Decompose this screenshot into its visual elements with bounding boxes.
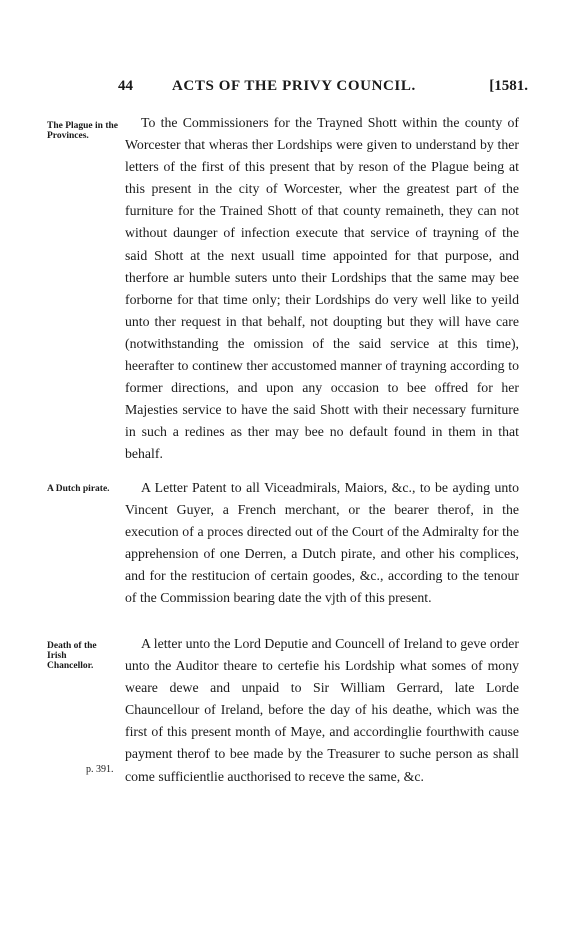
paragraph-plague: To the Commissioners for the Trayned Shott within the county of Worcester that wheras ther Lordships were given to understand by ther letters of the first of this present that by reson of the Plague being at this present in the city of Worcester, wher the greatest part of the furniture for the Trained Shott of that county remaineth, they can not without daunger of infection execute that service of trayning of the said Shott at the next usuall time appointed for that purpose, and therfore ar humble suters unto their Lordships that the same may bee forborne for that time only; their Lordships do very well like to yeild unto ther request in that behalf, not doupting but they will have care (notwithstanding the omission of the said service at this time), heerafter to continew ther accustomed manner of trayning according to former directions, and upon any occasion to bee offred for her Majesties service to have the said Shott with their necessary furniture in such a redines as ther may bee no default found in them in that behalf. (125, 115, 519, 462)
running-title: ACTS OF THE PRIVY COUNCIL. (172, 78, 416, 94)
page-number: 44 (118, 78, 133, 94)
margin-note-plague: The Plague in the Provinces. (47, 121, 118, 141)
header-year: [1581. (489, 78, 528, 94)
paragraph-dutch-pirate: A Letter Patent to all Viceadmirals, Maiors, &c., to be ayding unto Vincent Guyer, a French merchant, or the bearer therof, in the execution of a proces directed out of the Court of the Admiralty for the apprehension of one Derren, a Dutch pirate, and other his complices, and for the restitucion of certain goodes, &c., according to the tenour of the Commission bearing date the vjth of this present. (125, 480, 519, 606)
paragraph-irish-chancellor: A letter unto the Lord Deputie and Councell of Ireland to geve order unto the Auditor theare to certefie his Lordship what somes of mony weare dewe and unpaid to Sir William Gerrard, late Lorde Chauncellour of Ireland, before the day of his deathe, which was the first of this present month of Maye, and accordinglie fourthwith cause payment therof to bee made by the Treasurer to suche person as shall come sufficientlie aucthorised to receve the same, &c. (125, 636, 519, 784)
page-reference: p. 391. (86, 764, 114, 775)
running-header (118, 78, 528, 100)
margin-note-dutch-pirate: A Dutch pirate. (47, 484, 110, 494)
margin-note-irish-chancellor: Death of the Irish Chancellor. (47, 641, 97, 671)
